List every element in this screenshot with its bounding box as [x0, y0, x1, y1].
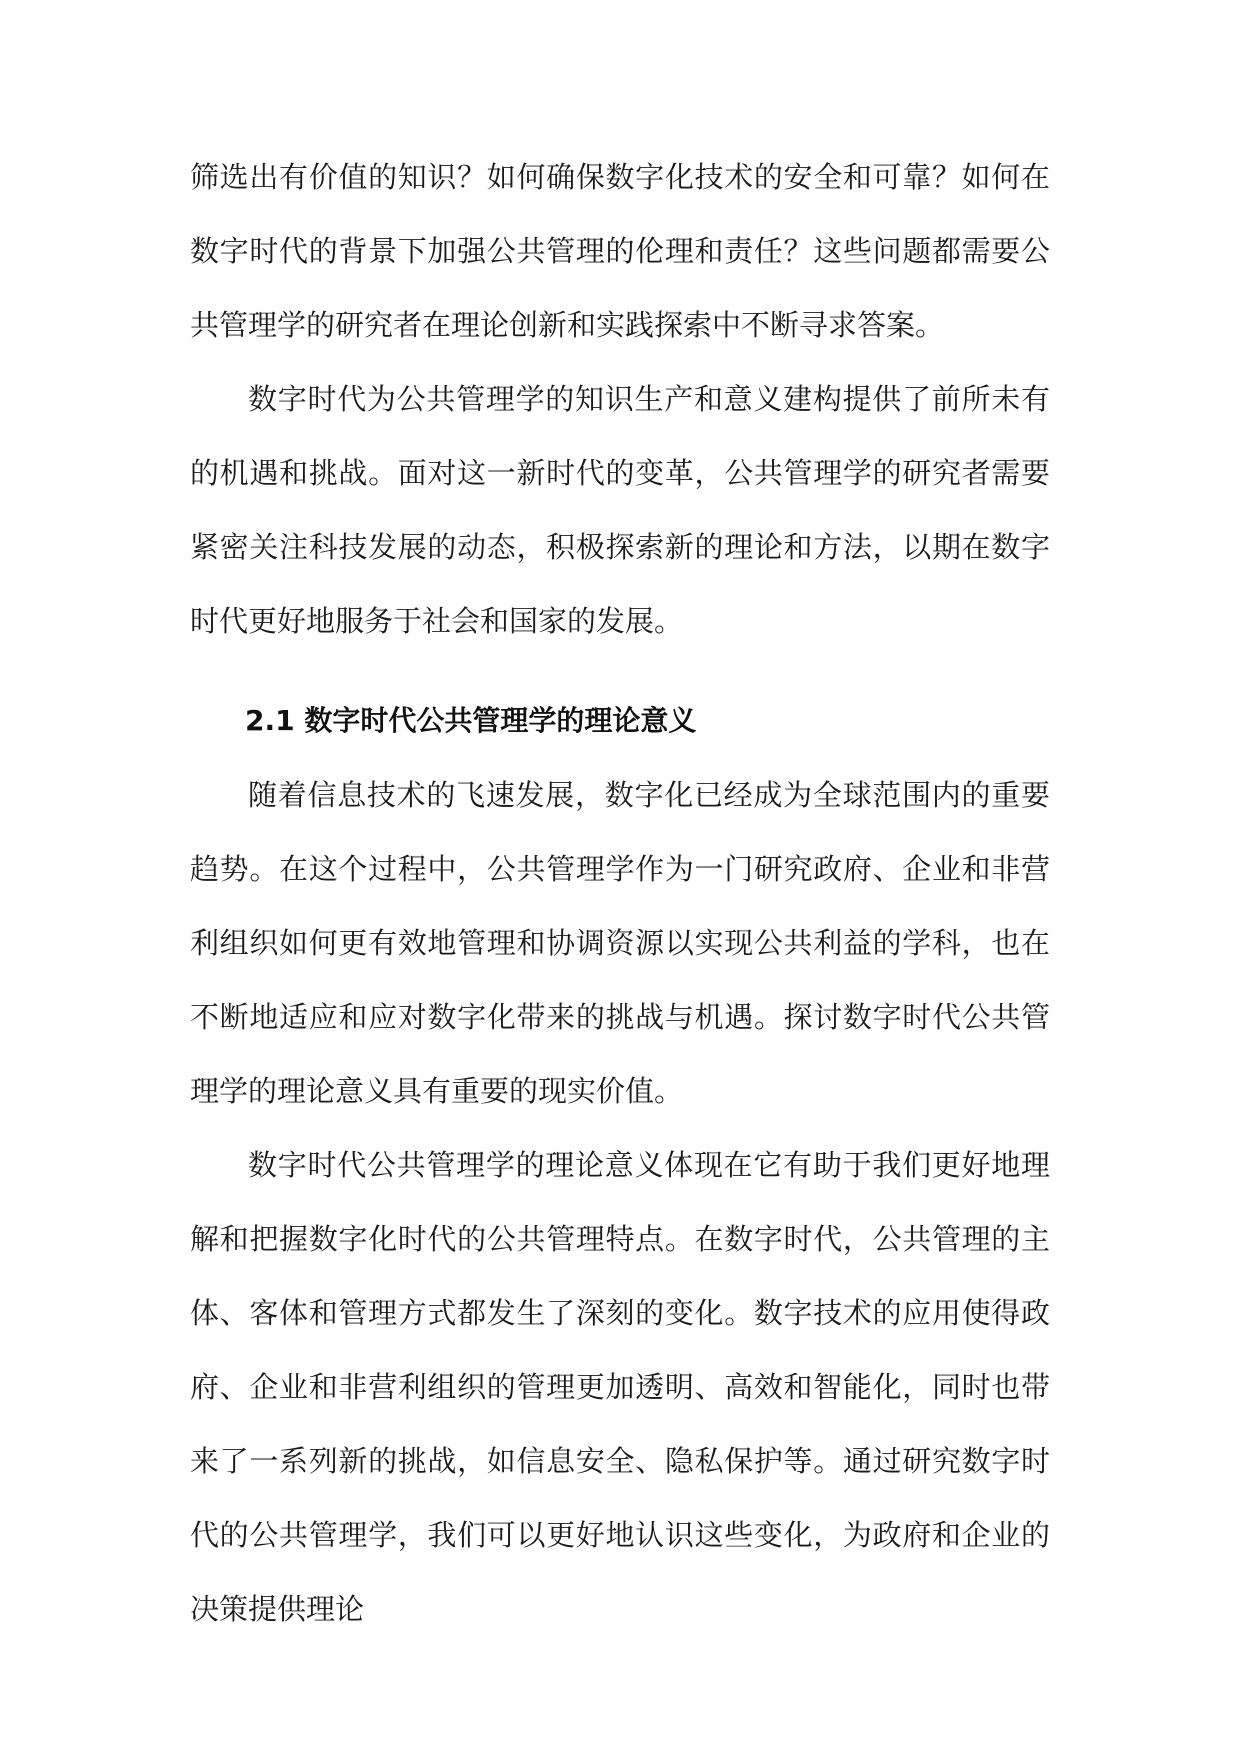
paragraph-opportunities: 数字时代为公共管理学的知识生产和意义建构提供了前所未有的机遇和挑战。面对这一新时代的变革，公共管理学的研究者需要紧密关注科技发展的动态，积极探索新的理论和方法，以期在数字时代更好地服务于社会和国家的发展。 [190, 382, 1050, 638]
paragraph-digital-trend: 随着信息技术的飞速发展，数字化已经成为全球范围内的重要趋势。在这个过程中，公共管理学作为一门研究政府、企业和非营利组织如何更有效地管理和协调资源以实现公共利益的学科，也在不断地适应和应对数字化带来的挑战与机遇。探讨数字时代公共管理学的理论意义具有重要的现实价值。 [190, 778, 1050, 1108]
section-heading: 2.1 数字时代公共管理学的理论意义 [245, 704, 697, 737]
document-body [190, 140, 1050, 1646]
paragraph-theoretical-significance: 数字时代公共管理学的理论意义体现在它有助于我们更好地理解和把握数字化时代的公共管理特点。在数字时代，公共管理的主体、客体和管理方式都发生了深刻的变化。数字技术的应用使得政府、企业和非营利组织的管理更加透明、高效和智能化，同时也带来了一系列新的挑战，如信息安全、隐私保护等。通过研究数字时代的公共管理学，我们可以更好地认识这些变化，为政府和企业的决策提供理论 [190, 1148, 1050, 1626]
paragraph-continuation: 筛选出有价值的知识？如何确保数字化技术的安全和可靠？如何在数字时代的背景下加强公共管理的伦理和责任？这些问题都需要公共管理学的研究者在理论创新和实践探索中不断寻求答案。 [190, 160, 1050, 342]
